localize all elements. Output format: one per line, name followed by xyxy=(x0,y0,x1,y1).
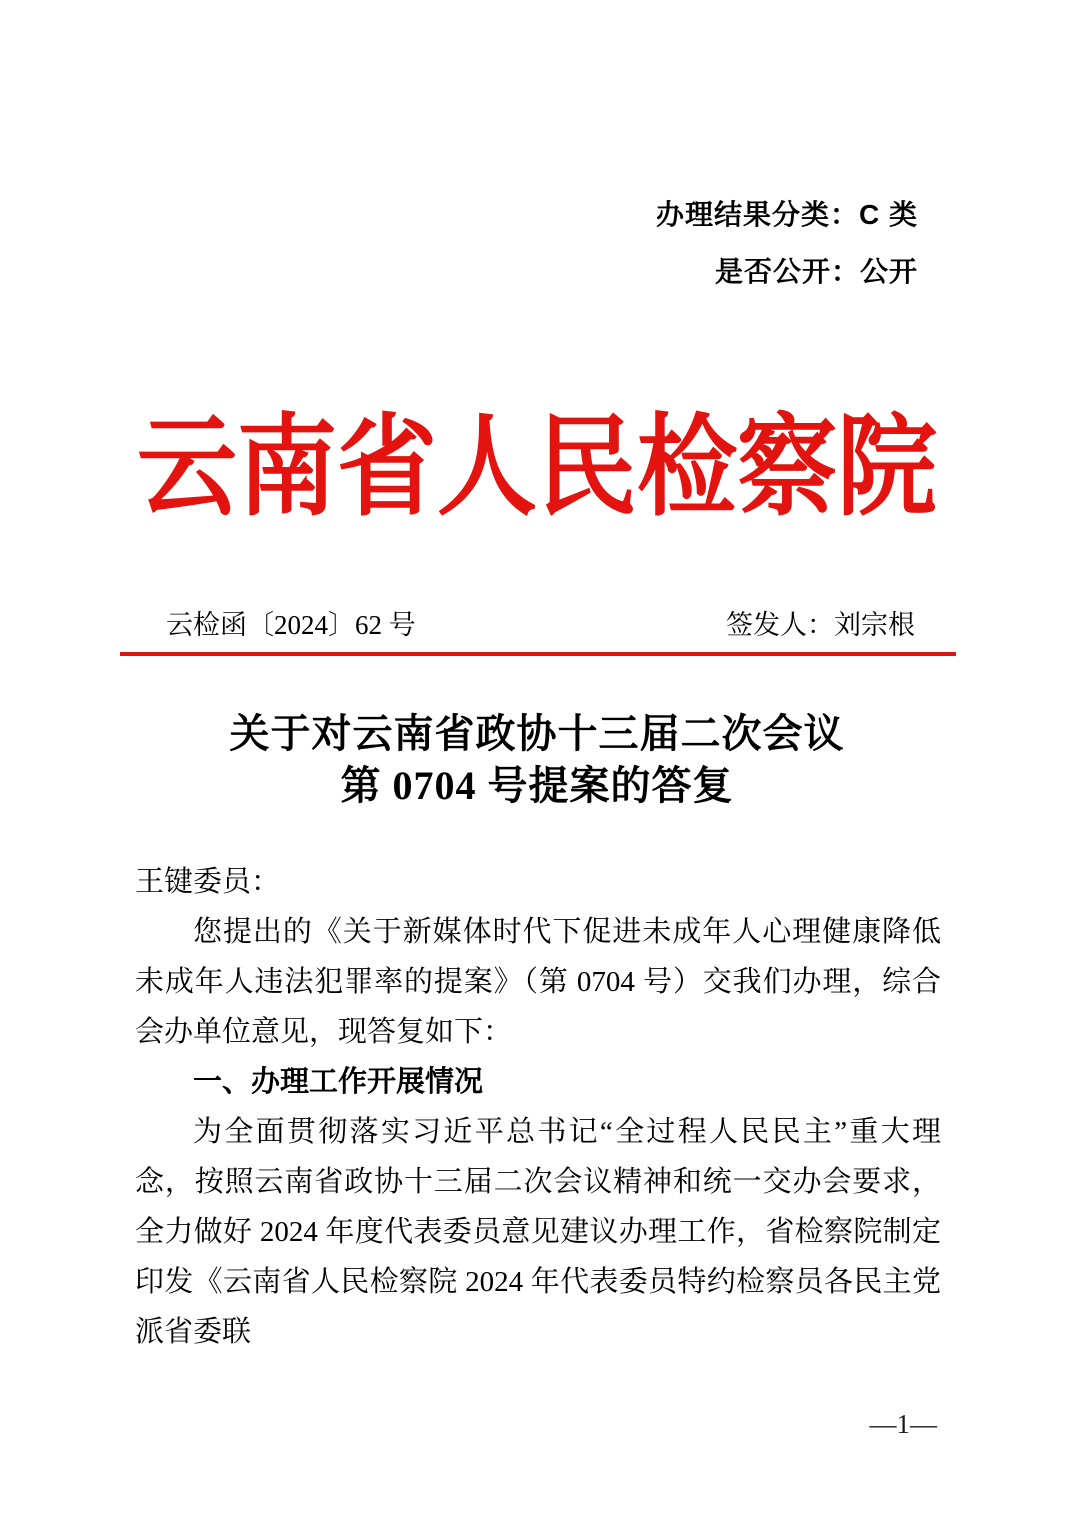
page-number: —1— xyxy=(869,1409,937,1439)
salutation: 王键委员： xyxy=(135,866,281,898)
document-title-line-1: 关于对云南省政协十三届二次会议 xyxy=(229,711,845,756)
doc-number-row xyxy=(166,608,915,642)
doc-number: 云检函〔2024〕62 号 xyxy=(166,610,416,640)
red-divider-line xyxy=(120,652,956,656)
section-1-heading: 一、办理工作开展情况 xyxy=(193,1066,484,1098)
body-paragraph-2: 为全面贯彻落实习近平总书记“全过程人民民主”重大理念，按照云南省政协十三届二次会议精神和统一交办会要求，全力做好 2024 年度代表委员意见建议办理工作，省检察院制定印发《云南省人民检察院 2024 年代表委员特约检察员各民主党派省委联 xyxy=(135,1116,941,1348)
meta-block xyxy=(656,186,918,300)
agency-title: 云南省人民检察院 xyxy=(137,407,937,530)
body-paragraph-1: 您提出的《关于新媒体时代下促进未成年人心理健康降低未成年人违法犯罪率的提案》（第 0704 号）交我们办理，综合会办单位意见，现答复如下： xyxy=(135,916,941,1048)
document-title xyxy=(0,708,1074,812)
signer-label: 签发人：刘宗根 xyxy=(726,610,915,640)
document-title-line-2: 第 0704 号提案的答复 xyxy=(340,763,734,808)
result-category-label: 办理结果分类：C 类 xyxy=(655,199,918,230)
document-body xyxy=(135,857,941,1357)
public-status-label: 是否公开：公开 xyxy=(714,256,918,287)
